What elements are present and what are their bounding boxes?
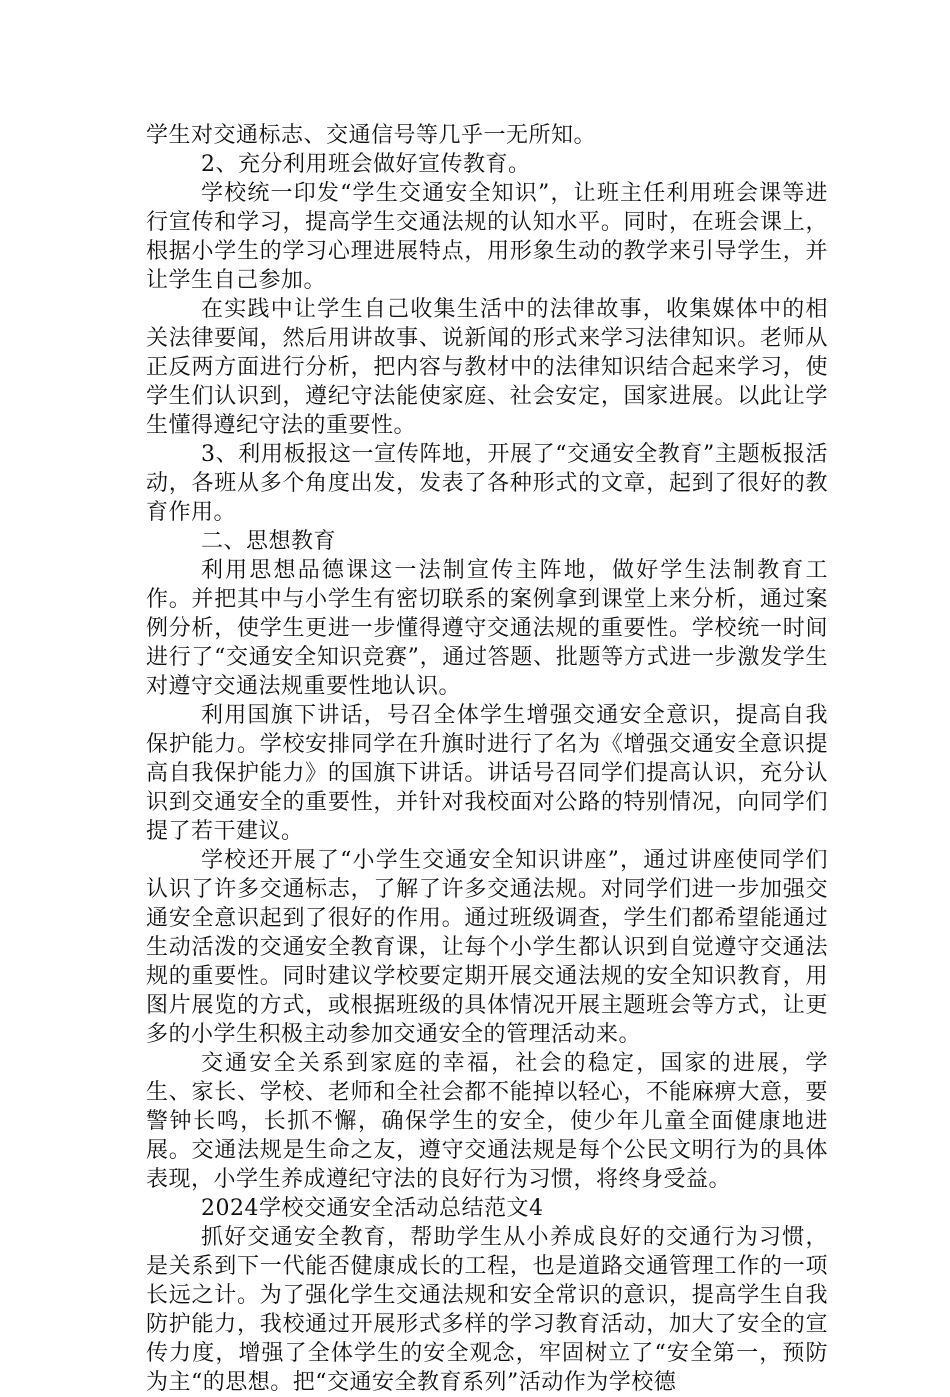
paragraph-1: 学生对交通标志、交通信号等几乎一无所知。	[146, 123, 597, 148]
article-title: 2024学校交通安全活动总结范文4	[201, 1196, 544, 1221]
paragraph-12: 抓好交通安全教育，帮助学生从小养成良好的交通行为习惯，是关系到下一代能否健康成长的工程，也是道路交通管理工作的一项长远之计。为了强化学生交通法规和安全常识的意识，提高学生自我防护能力，我校通过开展形式多样的学习教育活动，加大了安全的宣传力度，增强了全体学生的安全观念，牢固树立了“安全第一，预防为主“的思想。把“交通安全教育系列”活动作为学校德	[146, 1225, 828, 1395]
paragraph-5: 3、利用板报这一宣传阵地，开展了“交通安全教育”主题板报活动，各班从多个角度出发，发表了各种形式的文章，起到了很好的教育作用。	[146, 442, 828, 525]
paragraph-3: 学校统一印发“学生交通安全知识”，让班主任利用班会课等进行宣传和学习，提高学生交通法规的认知水平。同时，在班会课上，根据小学生的学习心理进展特点，用形象生动的教学来引导学生，并让学生自己参加。	[146, 181, 828, 293]
document-page	[146, 121, 828, 1397]
paragraph-7: 利用思想品德课这一法制宣传主阵地，做好学生法制教育工作。并把其中与小学生有密切联系的案例拿到课堂上来分析，通过案例分析，使学生更进一步懂得遵守交通法规的重要性。学校统一时间进行了“交通安全知识竞赛”，通过答题、批题等方式进一步激发学生对遵守交通法规重要性地认识。	[146, 558, 828, 699]
section-heading: 二、思想教育	[201, 529, 337, 554]
paragraph-9: 学校还开展了“小学生交通安全知识讲座”，通过讲座使同学们认识了许多交通标志，了解了许多交通法规。对同学们进一步加强交通安全意识起到了很好的作用。通过班级调查，学生们都希望能通过生动活泼的交通安全教育课，让每个小学生都认识到自觉遵守交通法规的重要性。同时建议学校要定期开展交通法规的安全知识教育，用图片展览的方式，或根据班级的具体情况开展主题班会等方式，让更多的小学生积极主动参加交通安全的管理活动来。	[146, 848, 828, 1047]
paragraph-4: 在实践中让学生自己收集生活中的法律故事，收集媒体中的相关法律要闻，然后用讲故事、说新闻的形式来学习法律知识。老师从正反两方面进行分析，把内容与教材中的法律知识结合起来学习，使学生们认识到，遵纪守法能使家庭、社会安定，国家进展。以此让学生懂得遵纪守法的重要性。	[146, 297, 828, 438]
paragraph-10: 交通安全关系到家庭的幸福，社会的稳定，国家的进展，学生、家长、学校、老师和全社会都不能掉以轻心，不能麻痹大意，要警钟长鸣，长抓不懈，确保学生的安全，使少年儿童全面健康地进展。交通法规是生命之友，遵守交通法规是每个公民文明行为的具体表现，小学生养成遵纪守法的良好行为习惯，将终身受益。	[146, 1051, 828, 1192]
paragraph-8: 利用国旗下讲话，号召全体学生增强交通安全意识，提高自我保护能力。学校安排同学在升旗时进行了名为《增强交通安全意识提高自我保护能力》的国旗下讲话。讲话号召同学们提高认识，充分认识到交通安全的重要性，并针对我校面对公路的特别情况，向同学们提了若干建议。	[146, 703, 828, 844]
paragraph-2: 2、充分利用班会做好宣传教育。	[201, 152, 531, 177]
